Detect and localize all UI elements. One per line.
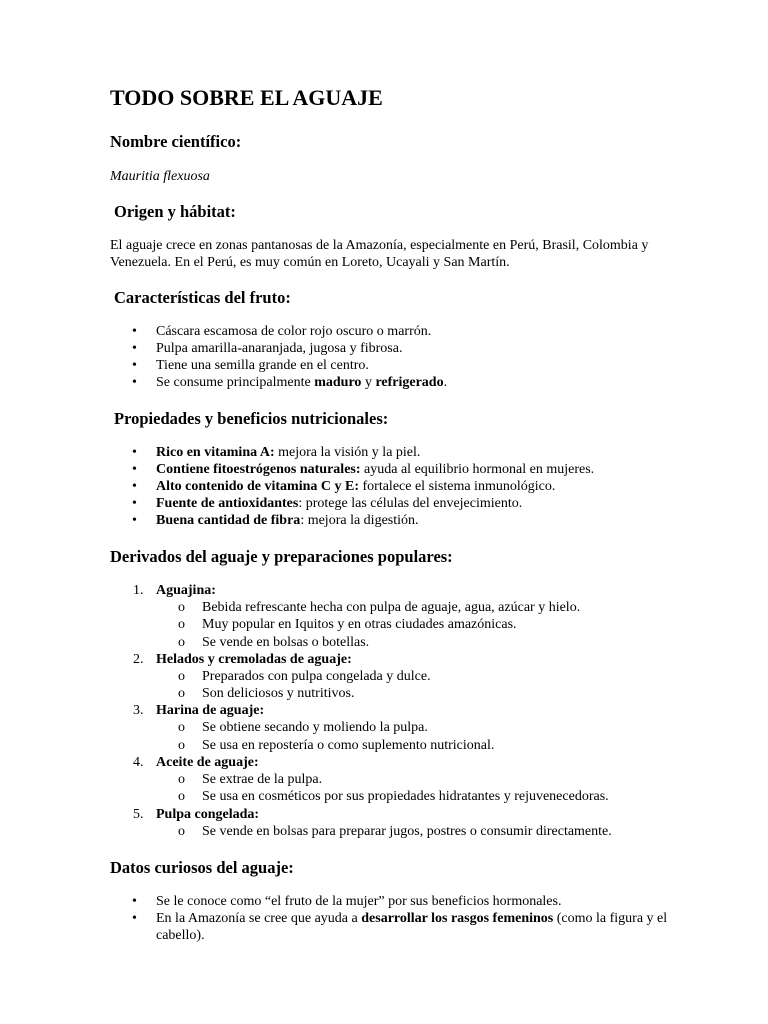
list-item: • Buena cantidad de fibra: mejora la digestión. xyxy=(132,513,419,528)
caracteristicas-list xyxy=(110,323,670,391)
sub-bullet-icon: o xyxy=(178,634,185,650)
scientific-name: Mauritia flexuosa xyxy=(110,169,210,184)
bullet-icon: • xyxy=(132,513,137,528)
bullet-icon: • xyxy=(132,479,137,494)
numbered-item: 3. Harina de aguaje: o Se obtiene secando y moliendo la pulpa. o Se usa en repostería o como suplemento nutricional. xyxy=(110,702,670,754)
sub-bullet-icon: o xyxy=(178,686,185,702)
sub-bullet-icon: o xyxy=(178,600,185,615)
bullet-icon: • xyxy=(132,445,137,460)
section-heading-propiedades: Propiedades y beneficios nutricionales: xyxy=(114,409,389,428)
sub-list xyxy=(156,719,670,754)
section-heading-caracteristicas: Características del fruto: xyxy=(114,288,291,307)
sub-item: o Se usa en repostería o como suplemento nutricional. xyxy=(178,737,495,753)
sub-bullet-icon: o xyxy=(178,789,185,805)
list-item: • Fuente de antioxidantes: protege las células del envejecimiento. xyxy=(132,496,523,511)
numbered-item: 2. Helados y cremoladas de aguaje: o Preparados con pulpa congelada y dulce. o Son deliciosos y nutritivos. xyxy=(110,651,670,703)
sub-list xyxy=(156,771,670,806)
curiosos-list xyxy=(110,893,670,944)
section-heading-nombre: Nombre científico: xyxy=(110,132,242,151)
origen-paragraph: El aguaje crece en zonas pantanosas de la Amazonía, especialmente en Perú, Brasil, Colombia y Venezuela. En el Perú, es muy común en Loreto, Ucayali y San Martín. xyxy=(110,238,649,270)
sub-bullet-icon: o xyxy=(178,823,185,839)
list-item: • Tiene una semilla grande en el centro. xyxy=(132,358,369,373)
bullet-icon: • xyxy=(132,893,137,909)
sub-bullet-icon: o xyxy=(178,720,185,736)
sub-item: o Se usa en cosméticos por sus propiedades hidratantes y rejuvenecedoras. xyxy=(178,789,609,805)
section-heading-derivados: Derivados del aguaje y preparaciones populares: xyxy=(110,547,453,566)
document-title: TODO SOBRE EL AGUAJE xyxy=(110,85,383,110)
numbered-item: 4. Aceite de aguaje: o Se extrae de la pulpa. o Se usa en cosméticos por sus propiedades hidratantes y rejuvenecedoras. xyxy=(110,754,670,806)
sub-item: o Se vende en bolsas o botellas. xyxy=(178,634,370,650)
list-item: • Alto contenido de vitamina C y E: fortalece el sistema inmunológico. xyxy=(132,479,556,494)
sub-item: o Son deliciosos y nutritivos. xyxy=(178,686,355,702)
sub-bullet-icon: o xyxy=(178,737,185,753)
section-heading-origen: Origen y hábitat: xyxy=(114,202,236,221)
list-item: • En la Amazonía se cree que ayuda a desarrollar los rasgos femeninos (como la figura y el cabello). xyxy=(132,910,668,943)
numbered-item: 1. Aguajina: o Bebida refrescante hecha con pulpa de aguaje, agua, azúcar y hielo. o Muy popular en Iquitos y en otras ciudades amazónicas. o Se vende en bolsas o botellas. xyxy=(110,582,670,651)
sub-item: o Preparados con pulpa congelada y dulce. xyxy=(178,668,431,684)
list-item: • Cáscara escamosa de color rojo oscuro o marrón. xyxy=(132,324,432,339)
sub-item: o Muy popular en Iquitos y en otras ciudades amazónicas. xyxy=(178,617,517,633)
sub-item: o Se vende en bolsas para preparar jugos, postres o consumir directamente. xyxy=(178,823,612,839)
sub-list xyxy=(156,599,670,651)
bullet-icon: • xyxy=(132,375,137,390)
sub-bullet-icon: o xyxy=(178,668,185,684)
bullet-icon: • xyxy=(132,910,137,926)
derivados-list xyxy=(110,582,670,840)
bullet-icon: • xyxy=(132,324,137,339)
list-item: • Se le conoce como “el fruto de la mujer” por sus beneficios hormonales. xyxy=(132,893,562,909)
section-heading-curiosos: Datos curiosos del aguaje: xyxy=(110,857,294,877)
sub-bullet-icon: o xyxy=(178,617,185,633)
bullet-icon: • xyxy=(132,496,137,511)
list-item: • Se consume principalmente maduro y refrigerado. xyxy=(132,375,448,390)
list-item: • Rico en vitamina A: mejora la visión y la piel. xyxy=(132,445,421,460)
sub-item: o Bebida refrescante hecha con pulpa de aguaje, agua, azúcar y hielo. xyxy=(178,600,581,615)
bullet-icon: • xyxy=(132,358,137,373)
list-item: • Pulpa amarilla-anaranjada, jugosa y fibrosa. xyxy=(132,341,403,356)
list-item: • Contiene fitoestrógenos naturales: ayuda al equilibrio hormonal en mujeres. xyxy=(132,462,595,477)
sub-bullet-icon: o xyxy=(178,772,185,788)
sub-list xyxy=(156,668,670,703)
bullet-icon: • xyxy=(132,341,137,356)
propiedades-list xyxy=(110,444,670,529)
sub-item: o Se obtiene secando y moliendo la pulpa. xyxy=(178,720,428,736)
numbered-item: 5. Pulpa congelada: o Se vende en bolsas para preparar jugos, postres o consumir directamente. xyxy=(110,806,670,840)
document-page xyxy=(110,84,670,944)
sub-list xyxy=(156,823,670,840)
sub-item: o Se extrae de la pulpa. xyxy=(178,772,323,788)
bullet-icon: • xyxy=(132,462,137,477)
